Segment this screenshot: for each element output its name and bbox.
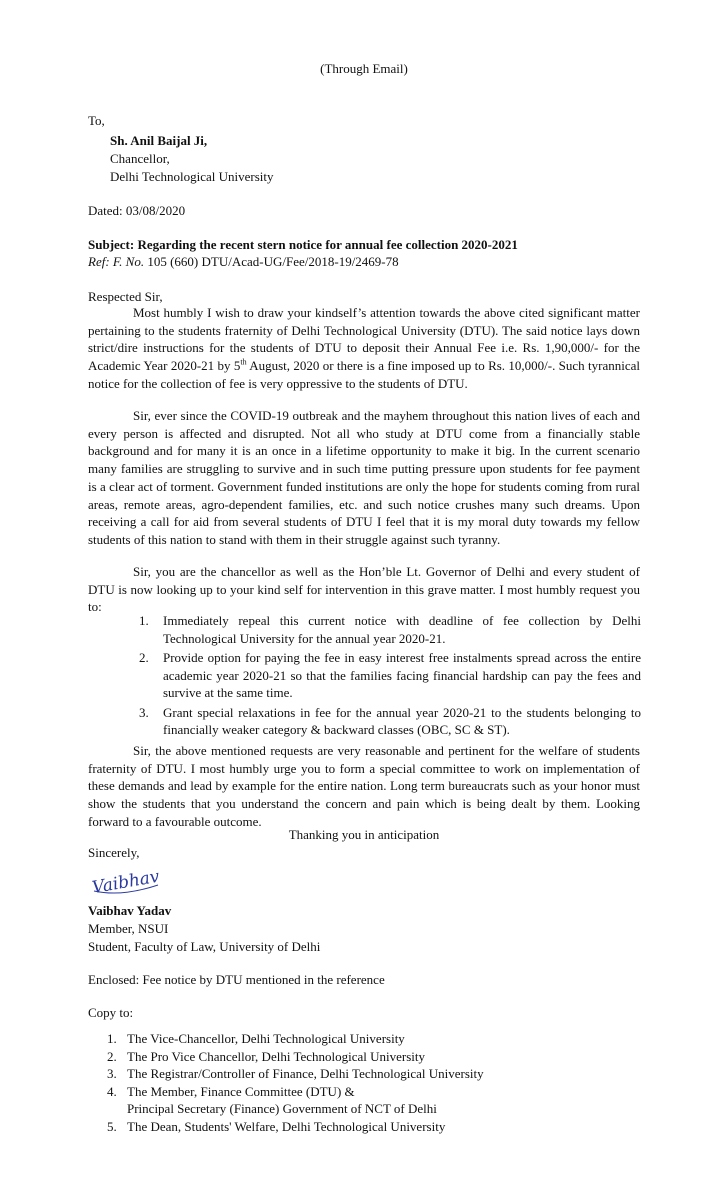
- signature-text: Vaibhav: [90, 866, 161, 899]
- paragraph-1-part-b: August, 2020 or there is a fine imposed up to Rs. 10,000/-. Such tyrannical notice for the collection of fee is very oppressive to the students of DTU.: [88, 358, 640, 391]
- request-item: [139, 704, 641, 739]
- paragraph-2: Sir, ever since the COVID-19 outbreak and the mayhem throughout this nation lives of each and every person is affected and disrupted. Not all who study at DTU come from a financially stable background and for many it is an once in a lifetime opportunity to make it big. In the current scenario many families are struggling to survive and in such time putting pressure upon students for fee payment is a clear act of torment. Government funded institutions are only the hope for students coming from rural areas, remote areas, agro-dependent families, etc. and such notice crushes many such dreams. Upon receiving a call for aid from several students of DTU I feel that it is my moral duty towards my fellow students of this nation to stand with them in their struggle against such tyranny.: [88, 408, 640, 547]
- recipient-name: Sh. Anil Baijal Ji,: [110, 133, 208, 148]
- through-email-header: (Through Email): [320, 61, 408, 76]
- copy-number: 1.: [107, 1031, 117, 1046]
- copy-number: 2.: [107, 1048, 117, 1064]
- paragraph-3: Sir, you are the chancellor as well as the Hon’ble Lt. Governor of Delhi and every student of DTU is now looking up to your kind self for intervention in this grave matter. I most humbly request you to:: [88, 564, 640, 615]
- closing-line: Sincerely,: [88, 845, 140, 860]
- request-list: [139, 612, 641, 741]
- recipient-org: Delhi Technological University: [110, 169, 274, 184]
- salutation: Respected Sir,: [88, 289, 163, 304]
- copy-text-continuation: Principal Secretary (Finance) Government of NCT of Delhi: [127, 1101, 437, 1116]
- request-number: 1.: [139, 613, 149, 628]
- paragraph-4: Sir, the above mentioned requests are very reasonable and pertinent for the welfare of students fraternity of DTU. I most humbly urge you to form a special committee to work on implementation of these demands and lead by example for the entire nation. Long term bureaucrats such as your honor must show the students that you understand the concern and pain which is being dealt by them. Looking forward to a favourable outcome.: [88, 743, 640, 829]
- copy-number: 4.: [107, 1083, 117, 1099]
- copy-text: The Pro Vice Chancellor, Delhi Technological University: [127, 1048, 426, 1064]
- subject-line: Subject: Regarding the recent stern notice for annual fee collection 2020-2021: [88, 237, 518, 252]
- signer-role: Member, NSUI: [88, 921, 169, 936]
- request-text: Immediately repeal this current notice with deadline of fee collection by Delhi Technological University for the annual year 2020-21.: [163, 613, 641, 646]
- request-item: [139, 612, 641, 647]
- request-number: 3.: [139, 704, 149, 720]
- to-label: To,: [88, 113, 105, 128]
- copy-item: [107, 1048, 647, 1066]
- copy-item: [107, 1118, 647, 1136]
- request-item: [139, 649, 641, 702]
- copy-text: The Vice-Chancellor, Delhi Technological University: [127, 1031, 405, 1046]
- recipient-title: Chancellor,: [110, 151, 170, 166]
- enclosure-line: Enclosed: Fee notice by DTU mentioned in the reference: [88, 972, 385, 987]
- request-number: 2.: [139, 650, 149, 665]
- reference-number: 105 (660) DTU/Acad-UG/Fee/2018-19/2469-78: [144, 254, 399, 269]
- copy-text: The Registrar/Controller of Finance, Delhi Technological University: [127, 1066, 484, 1081]
- copy-item-continuation: [127, 1100, 647, 1118]
- copy-item: [107, 1065, 647, 1083]
- ordinal-suffix: th: [240, 357, 247, 367]
- copy-number: 3.: [107, 1066, 117, 1081]
- handwritten-signature: [88, 863, 168, 899]
- copy-text: The Member, Finance Committee (DTU) &: [127, 1083, 355, 1099]
- thanking-line: Thanking you in anticipation: [288, 827, 440, 842]
- signer-affiliation: Student, Faculty of Law, University of Delhi: [88, 939, 321, 954]
- copy-to-label: Copy to:: [88, 1005, 134, 1020]
- copy-number: 5.: [107, 1118, 117, 1134]
- reference-label: Ref: F. No.: [88, 254, 145, 269]
- paragraph-1: [88, 304, 640, 393]
- copy-item: [107, 1083, 647, 1101]
- date-line: Dated: 03/08/2020: [88, 203, 186, 218]
- copy-item: [107, 1030, 647, 1048]
- request-text: Provide option for paying the fee in easy interest free instalments spread across the entire academic year 2020-21 so that the families facing financial hardship can pay the fees and survive at the same time.: [163, 650, 641, 700]
- signer-name: Vaibhav Yadav: [88, 903, 172, 918]
- request-text: Grant special relaxations in fee for the annual year 2020-21 to the students belonging to financially weaker category & backward classes (OBC, SC & ST).: [163, 704, 641, 737]
- copy-to-list: [107, 1030, 647, 1135]
- reference-line: [88, 253, 399, 270]
- copy-text: The Dean, Students' Welfare, Delhi Technological University: [127, 1118, 446, 1134]
- paragraph-1-part-a: Most humbly I wish to draw your kindself’s attention towards the above cited significant matter pertaining to the students fraternity of Delhi Technological University (DTU). The said notice lays down strict/dire instructions for the students of DTU to deposit their Annual Fee i.e. Rs. 1,90,000/- for the Academic Year 2020-21 by 5: [88, 305, 640, 374]
